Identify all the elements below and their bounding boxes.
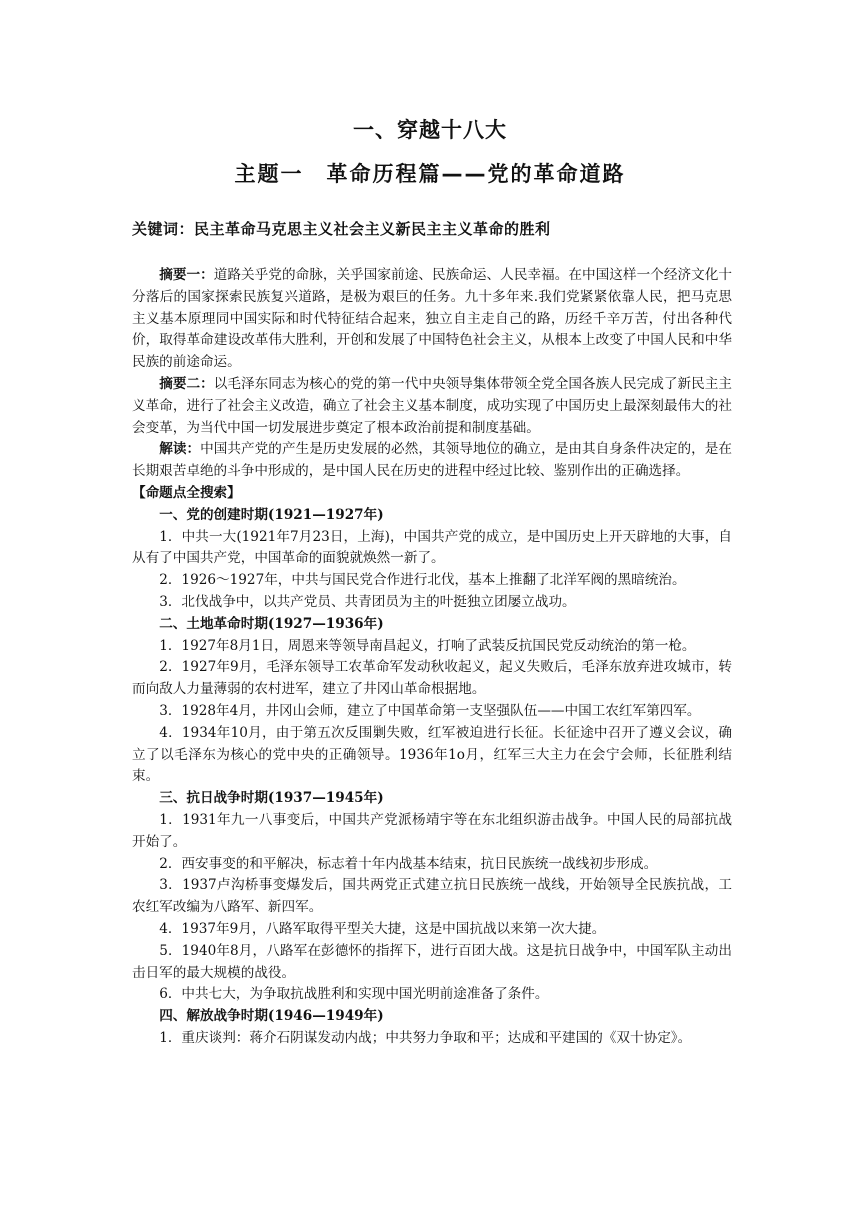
- list-item: 4．1934年10月，由于第五次反围剿失败，红军被迫进行长征。长征途中召开了遵义会议，确立了以毛泽东为核心的党中央的正确领导。1936年1o月，红军三大主力在会宁会师，长征胜利结束。: [132, 724, 732, 785]
- abstract-one-label: 摘要一：: [159, 267, 214, 283]
- interpretation-label: 解读：: [159, 441, 201, 458]
- list-item: 4．1937年9月，八路军取得平型关大捷，这是中国抗战以来第一次大捷。: [159, 920, 606, 937]
- abstract-one: [132, 265, 732, 374]
- list-item: 2．1927年9月，毛泽东领导工农革命军发动秋收起义，起义失败后，毛泽东放弃进攻城市，转而向敌人力量薄弱的农村进军，建立了井冈山革命根据地。: [132, 659, 732, 698]
- page-title: 一、穿越十八大: [353, 118, 507, 142]
- list-item: 1．重庆谈判：蒋介石阴谋发动内战；中共努力争取和平；达成和平建国的《双十协定》。: [159, 1029, 692, 1046]
- abstract-two-label: 摘要二：: [159, 375, 214, 392]
- list-item: 1．中共一大(1921年7月23日，上海)，中国共产党的成立，是中国历史上开天辟地的大事，自从有了中国共产党，中国革命的面貌就焕然一新了。: [132, 528, 732, 567]
- section-heading-founding: 一、党的创建时期(1921—1927年): [159, 506, 384, 523]
- list-item: 2．西安事变的和平解决，标志着十年内战基本结束，抗日民族统一战线初步形成。: [159, 855, 658, 872]
- interpretation: [132, 439, 732, 483]
- list-item: 5．1940年8月，八路军在彭德怀的指挥下，进行百团大战。这是抗日战争中，中国军队主动出击日军的最大规模的战役。: [132, 942, 732, 981]
- list-item: 3．1937卢沟桥事变爆发后，国共两党正式建立抗日民族统一战线，开始领导全民族抗战，工农红军改编为八路军、新四军。: [132, 877, 732, 916]
- list-item: 3．1928年4月，井冈山会师，建立了中国革命第一支坚强队伍——中国工农红军第四军。: [159, 702, 701, 719]
- list-item: 1．1927年8月1日，周恩来等领导南昌起义，打响了武装反抗国民党反动统治的第一枪。: [159, 637, 696, 654]
- abstract-two-text: 以毛泽东同志为核心的党的第一代中央领导集体带领全党全国各族人民完成了新民主主义革命，进行了社会主义改造，确立了社会主义基本制度，成功实现了中国历史上最深刻最伟大的社会变革，为当代中国一切发展进步奠定了根本政治前提和制度基础。: [132, 375, 733, 436]
- section-heading-land-revolution: 二、土地革命时期(1927—1936年): [159, 615, 384, 632]
- abstract-two: [132, 374, 732, 439]
- document-body: [132, 265, 732, 1050]
- section-heading-anti-japanese-war: 三、抗日战争时期(1937—1945年): [159, 790, 384, 807]
- interpretation-text: 中国共产党的产生是历史发展的必然，其领导地位的确立，是由其自身条件决定的，是在长期艰苦卓绝的斗争中形成的，是中国人民在历史的进程中经过比较、鉴别作出的正确选择。: [132, 441, 733, 480]
- abstract-one-text: 道路关乎党的命脉，关乎国家前途、民族命运、人民幸福。在中国这样一个经济文化十分落后的国家探索民族复兴道路，是极为艰巨的任务。九十多年来.我们党紧紧依靠人民，把马克思主义基本原理同中国实际和时代特征结合起来，独立自主走自己的路，历经千辛万苦，付出各种代价，取得革命建设改革伟大胜利，开创和发展了中国特色社会主义，从根本上改变了中国人民和中华民族的前途命运。: [132, 267, 733, 371]
- list-item: 6．中共七大，为争取抗战胜利和实现中国光明前途准备了条件。: [159, 986, 549, 1003]
- page-subtitle: 主题一 革命历程篇——党的革命道路: [234, 162, 626, 186]
- list-item: 3．北伐战争中，以共产党员、共青团员为主的叶挺独立团屡立战功。: [159, 593, 576, 610]
- search-heading: 【命题点全搜索】: [132, 484, 241, 501]
- list-item: 2．1926～1927年，中共与国民党合作进行北伐，基本上推翻了北洋军阀的黑暗统治。: [159, 572, 686, 589]
- keywords-line: 关键词：民主革命马克思主义社会主义新民主主义革命的胜利: [132, 220, 551, 238]
- list-item: 1．1931年九一八事变后，中国共产党派杨靖宇等在东北组织游击战争。中国人民的局部抗战开始了。: [132, 811, 732, 850]
- section-heading-liberation-war: 四、解放战争时期(1946—1949年): [159, 1008, 384, 1025]
